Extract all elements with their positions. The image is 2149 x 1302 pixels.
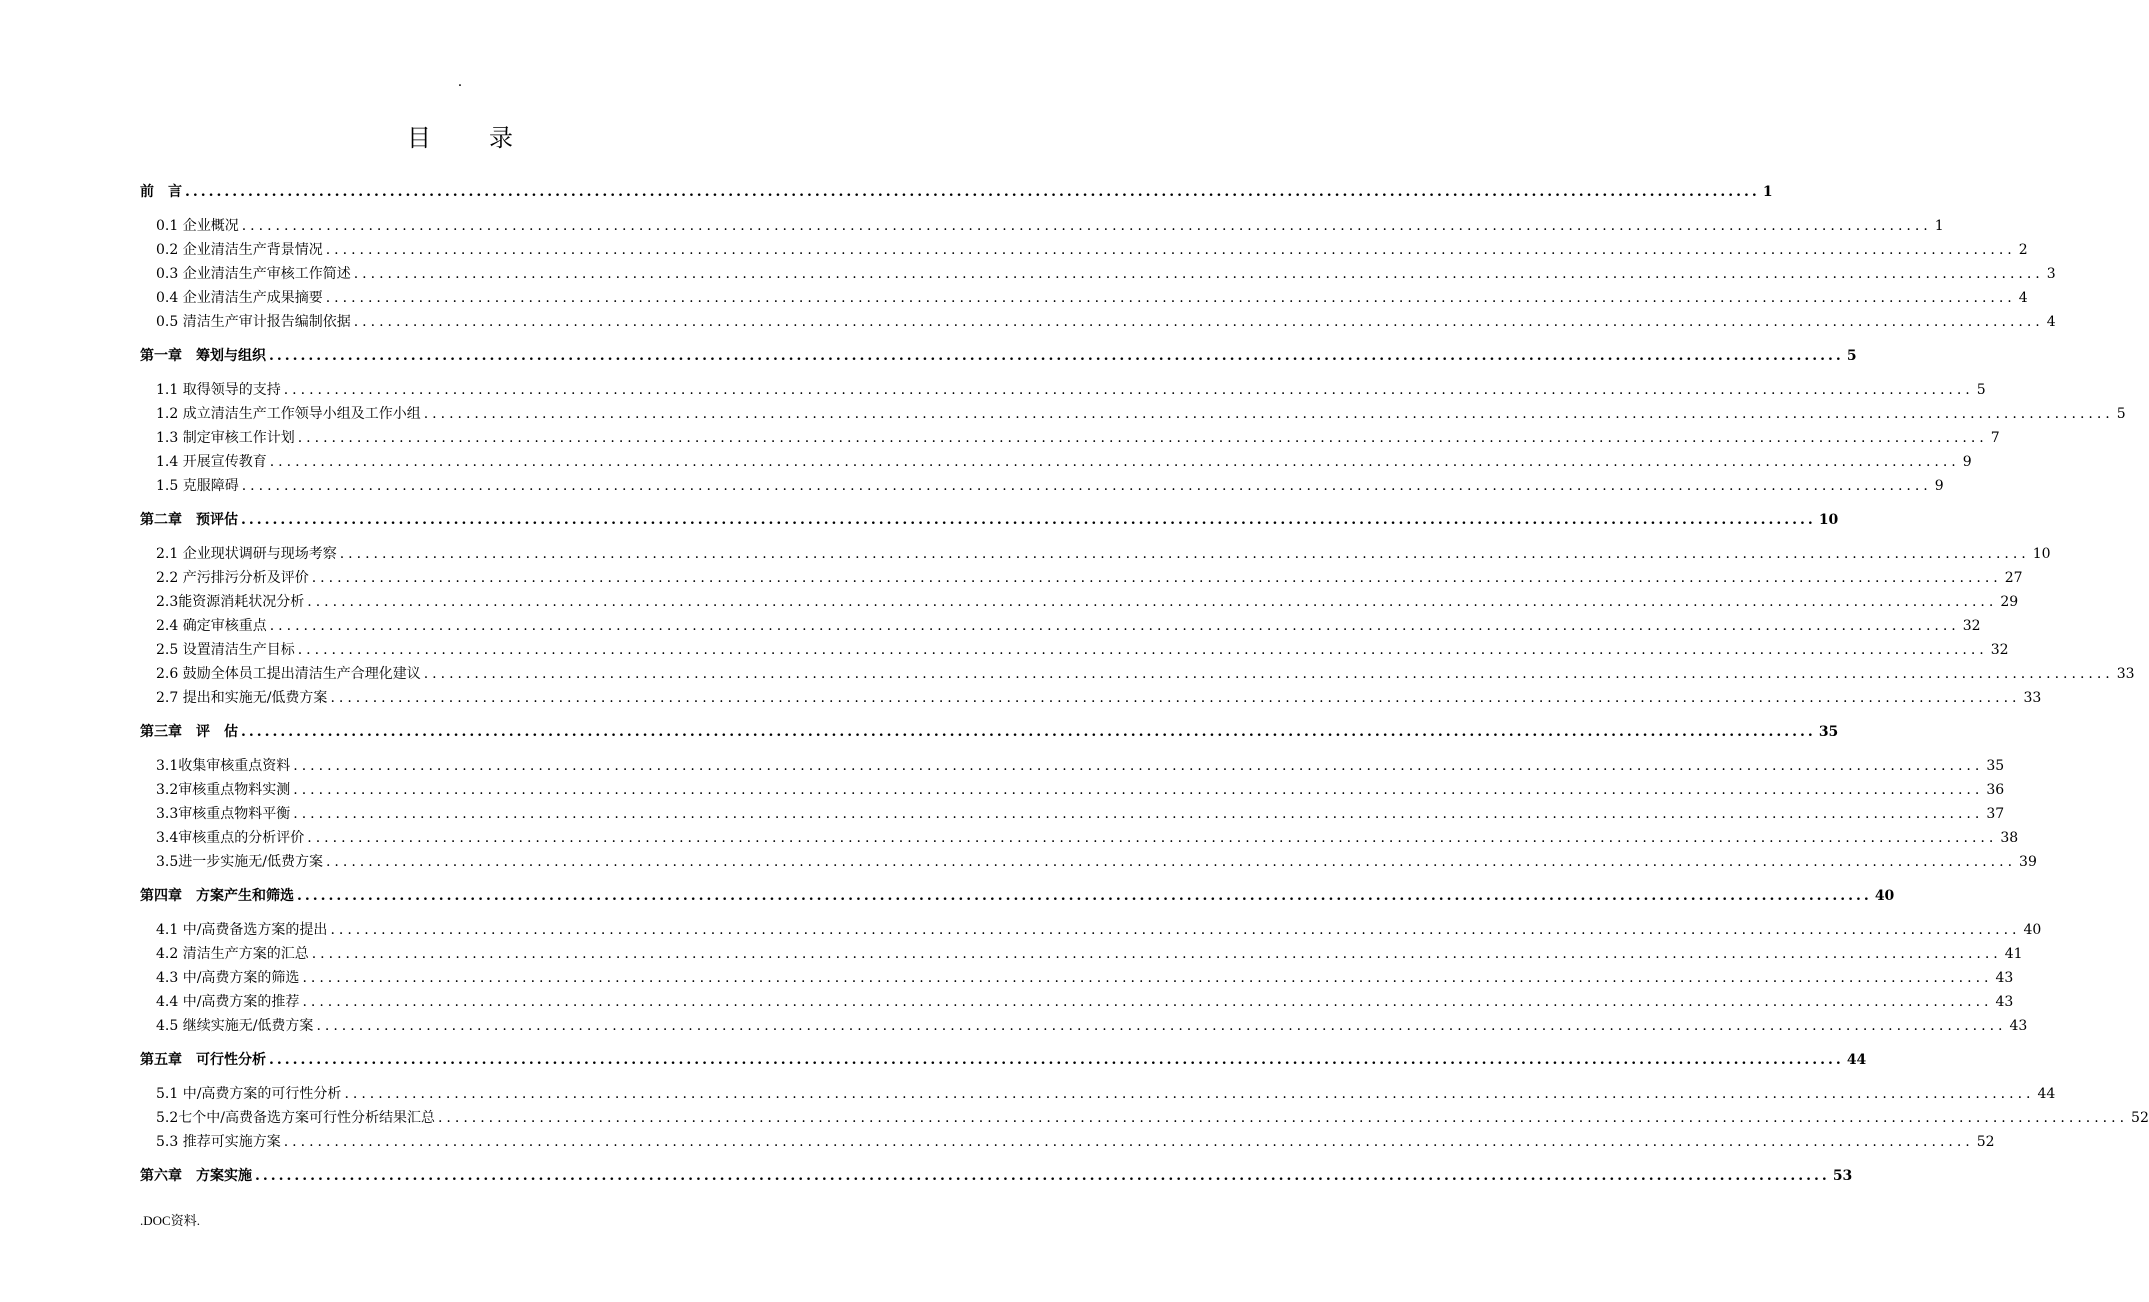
toc-entry-label: 3.2审核重点物料实测 xyxy=(156,782,291,798)
toc-leader-dots: ........................................................................................................................................................................................................ xyxy=(283,382,1974,398)
toc-leader-dots: ........................................................................................................................................................................................................ xyxy=(283,1134,1974,1150)
toc-section-entry[interactable] xyxy=(140,663,2135,687)
toc-entry-page: 5 xyxy=(1976,382,1986,398)
toc-entry-page: 5 xyxy=(2116,406,2126,422)
toc-entry-label: 2.3能资源消耗状况分析 xyxy=(156,594,305,610)
toc-entry-page: 53 xyxy=(1832,1168,1853,1184)
toc-entry-page: 33 xyxy=(2116,666,2135,682)
toc-leader-dots: ........................................................................................................................................................................................................ xyxy=(293,758,1984,774)
toc-entry-label: 第五章 可行性分析 xyxy=(140,1052,266,1068)
toc-chapter-entry[interactable] xyxy=(140,721,1839,745)
toc-entry-label: 1.1 取得领导的支持 xyxy=(156,382,281,398)
toc-entry-label: 4.4 中/高费方案的推荐 xyxy=(156,994,300,1010)
toc-entry-label: 5.2七个中/高费备选方案可行性分析结果汇总 xyxy=(156,1110,435,1126)
toc-entry-page: 32 xyxy=(1990,642,2009,658)
toc-entry-label: 0.5 清洁生产审计报告编制依据 xyxy=(156,314,351,330)
toc-section-entry[interactable] xyxy=(140,1083,2056,1107)
toc-entry-page: 37 xyxy=(1986,806,2005,822)
toc-section-entry[interactable] xyxy=(140,991,2014,1015)
toc-section-entry[interactable] xyxy=(140,851,2037,875)
page-title xyxy=(0,118,920,153)
toc-chapter-entry[interactable] xyxy=(140,1049,1867,1073)
toc-section-entry[interactable] xyxy=(140,311,2056,335)
toc-leader-dots: ........................................................................................................................................................................................................ xyxy=(325,290,2016,306)
toc-section-entry[interactable] xyxy=(140,543,2051,567)
toc-leader-dots: ........................................................................................................................................................................................................ xyxy=(311,570,2002,586)
toc-chapter-entry[interactable] xyxy=(140,509,1839,533)
toc-entry-label: 4.2 清洁生产方案的汇总 xyxy=(156,946,309,962)
toc-section-entry[interactable] xyxy=(140,403,2126,427)
toc-chapter-entry[interactable] xyxy=(140,345,1857,369)
toc-section-entry[interactable] xyxy=(140,287,2028,311)
toc-leader-dots: ........................................................................................................................................................................................................ xyxy=(241,512,1816,528)
toc-entry-label: 前 言 xyxy=(140,184,182,200)
toc-section-entry[interactable] xyxy=(140,427,2000,451)
title-char-1: 目 xyxy=(407,124,431,152)
toc-entry-page: 43 xyxy=(1995,994,2014,1010)
toc-entry-label: 2.7 提出和实施无/低费方案 xyxy=(156,690,328,706)
toc-entry-label: 3.3审核重点物料平衡 xyxy=(156,806,291,822)
toc-entry-label: 5.1 中/高费方案的可行性分析 xyxy=(156,1086,342,1102)
toc-leader-dots: ........................................................................................................................................................................................................ xyxy=(330,690,2021,706)
toc-entry-label: 4.1 中/高费备选方案的提出 xyxy=(156,922,328,938)
toc-section-entry[interactable] xyxy=(140,919,2042,943)
toc-leader-dots: ........................................................................................................................................................................................................ xyxy=(344,1086,2035,1102)
toc-entry-label: 第一章 筹划与组织 xyxy=(140,348,266,364)
toc-entry-page: 39 xyxy=(2019,854,2037,870)
toc-entry-label: 4.3 中/高费方案的筛选 xyxy=(156,970,300,986)
toc-chapter-entry[interactable] xyxy=(140,885,1895,909)
toc-entry-label: 3.4审核重点的分析评价 xyxy=(156,830,305,846)
toc-entry-label: 1.3 制定审核工作计划 xyxy=(156,430,295,446)
toc-entry-page: 35 xyxy=(1818,724,1839,740)
toc-section-entry[interactable] xyxy=(140,475,1944,499)
toc-section-entry[interactable] xyxy=(140,943,2023,967)
toc-entry-label: 2.1 企业现状调研与现场考察 xyxy=(156,546,337,562)
toc-entry-page: 9 xyxy=(1934,478,1944,494)
toc-entry-page: 52 xyxy=(2131,1110,2149,1126)
toc-leader-dots: ........................................................................................................................................................................................................ xyxy=(185,184,1760,200)
toc-entry-label: 2.4 确定审核重点 xyxy=(156,618,267,634)
toc-leader-dots: ........................................................................................................................................................................................................ xyxy=(330,922,2021,938)
toc-leader-dots: ........................................................................................................................................................................................................ xyxy=(269,348,1844,364)
toc-entry-page: 32 xyxy=(1962,618,1981,634)
toc-entry-label: 0.2 企业清洁生产背景情况 xyxy=(156,242,323,258)
toc-leader-dots: ........................................................................................................................................................................................................ xyxy=(311,946,2002,962)
toc-leader-dots: ........................................................................................................................................................................................................ xyxy=(297,888,1872,904)
toc-section-entry[interactable] xyxy=(140,803,2005,827)
title-char-2: 录 xyxy=(489,124,513,152)
toc-entry-label: 0.3 企业清洁生产审核工作简述 xyxy=(156,266,351,282)
toc-entry-label: 1.2 成立清洁生产工作领导小组及工作小组 xyxy=(156,406,421,422)
toc-entry-label: 4.5 继续实施无/低费方案 xyxy=(156,1018,314,1034)
toc-section-entry[interactable] xyxy=(140,1107,2149,1131)
toc-entry-page: 29 xyxy=(2000,594,2019,610)
toc-entry-page: 3 xyxy=(2046,266,2056,282)
toc-leader-dots: ........................................................................................................................................................................................................ xyxy=(302,970,1993,986)
toc-section-entry[interactable] xyxy=(140,379,1986,403)
toc-leader-dots: ........................................................................................................................................................................................................ xyxy=(423,406,2114,422)
toc-leader-dots: ........................................................................................................................................................................................................ xyxy=(241,478,1932,494)
toc-leader-dots: ........................................................................................................................................................................................................ xyxy=(269,454,1960,470)
toc-entry-label: 0.1 企业概况 xyxy=(156,218,239,234)
toc-entry-label: 2.2 产污排污分析及评价 xyxy=(156,570,309,586)
toc-section-entry[interactable] xyxy=(140,215,1944,239)
toc-leader-dots: ........................................................................................................................................................................................................ xyxy=(325,242,2016,258)
toc-entry-page: 27 xyxy=(2004,570,2023,586)
toc-section-entry[interactable] xyxy=(140,827,2019,851)
toc-entry-page: 40 xyxy=(2023,922,2042,938)
toc-entry-page: 10 xyxy=(1818,512,1839,528)
toc-entry-label: 1.4 开展宣传教育 xyxy=(156,454,267,470)
toc-section-entry[interactable] xyxy=(140,451,1972,475)
toc-section-entry[interactable] xyxy=(140,687,2042,711)
toc-entry-label: 第三章 评 估 xyxy=(140,724,238,740)
toc-entry-label: 第四章 方案产生和筛选 xyxy=(140,888,294,904)
toc-entry-page: 44 xyxy=(1846,1052,1867,1068)
toc-entry-page: 4 xyxy=(2046,314,2056,330)
toc-leader-dots: ........................................................................................................................................................................................................ xyxy=(353,314,2044,330)
toc-section-entry[interactable] xyxy=(140,1015,2028,1039)
toc-entry-page: 38 xyxy=(2000,830,2019,846)
toc-chapter-entry[interactable] xyxy=(140,1165,1853,1189)
toc-entry-page: 10 xyxy=(2032,546,2051,562)
toc-entry-page: 41 xyxy=(2004,946,2023,962)
toc-leader-dots: ........................................................................................................................................................................................................ xyxy=(255,1168,1830,1184)
toc-entry-label: 3.5进一步实施无/低费方案 xyxy=(156,854,323,870)
toc-entry-label: 1.5 克服障碍 xyxy=(156,478,239,494)
toc-entry-page: 43 xyxy=(1995,970,2014,986)
toc-leader-dots: ........................................................................................................................................................................................................ xyxy=(293,782,1984,798)
toc-leader-dots: ........................................................................................................................................................................................................ xyxy=(297,642,1988,658)
toc-section-entry[interactable] xyxy=(140,567,2023,591)
toc-leader-dots: ........................................................................................................................................................................................................ xyxy=(307,594,1998,610)
toc-entry-page: 9 xyxy=(1962,454,1972,470)
header-mark: . xyxy=(457,74,463,90)
toc-section-entry[interactable] xyxy=(140,615,1981,639)
toc-leader-dots: ........................................................................................................................................................................................................ xyxy=(302,994,1993,1010)
toc-entry-page: 52 xyxy=(1976,1134,1995,1150)
toc-leader-dots: ........................................................................................................................................................................................................ xyxy=(325,854,2017,870)
toc-section-entry[interactable] xyxy=(140,779,2005,803)
toc-entry-page: 5 xyxy=(1846,348,1857,364)
toc-section-entry[interactable] xyxy=(140,639,2009,663)
toc-entry-page: 33 xyxy=(2023,690,2042,706)
toc-leader-dots: ........................................................................................................................................................................................................ xyxy=(269,1052,1844,1068)
toc-entry-page: 40 xyxy=(1874,888,1895,904)
toc-entry-page: 7 xyxy=(1990,430,2000,446)
toc-entry-page: 36 xyxy=(1986,782,2005,798)
toc-leader-dots: ........................................................................................................................................................................................................ xyxy=(269,618,1960,634)
toc-leader-dots: ........................................................................................................................................................................................................ xyxy=(241,218,1932,234)
toc-entry-label: 第六章 方案实施 xyxy=(140,1168,252,1184)
toc-leader-dots: ........................................................................................................................................................................................................ xyxy=(297,430,1988,446)
toc-leader-dots: ........................................................................................................................................................................................................ xyxy=(423,666,2114,682)
toc-leader-dots: ........................................................................................................................................................................................................ xyxy=(339,546,2030,562)
toc-entry-page: 43 xyxy=(2009,1018,2028,1034)
toc-section-entry[interactable] xyxy=(140,591,2019,615)
toc-entry-label: 5.3 推荐可实施方案 xyxy=(156,1134,281,1150)
toc-leader-dots: ........................................................................................................................................................................................................ xyxy=(316,1018,2007,1034)
toc-leader-dots: ........................................................................................................................................................................................................ xyxy=(353,266,2044,282)
toc-section-entry[interactable] xyxy=(140,239,2028,263)
footer-note: .DOC资料. xyxy=(140,1213,200,1228)
toc-entry-label: 2.6 鼓励全体员工提出清洁生产合理化建议 xyxy=(156,666,421,682)
toc-entry-page: 1 xyxy=(1934,218,1944,234)
toc-entry-label: 3.1收集审核重点资料 xyxy=(156,758,291,774)
toc-entry-label: 第二章 预评估 xyxy=(140,512,238,528)
toc-leader-dots: ........................................................................................................................................................................................................ xyxy=(437,1110,2129,1126)
toc-section-entry[interactable] xyxy=(140,755,2005,779)
toc-leader-dots: ........................................................................................................................................................................................................ xyxy=(241,724,1816,740)
toc-entry-page: 35 xyxy=(1986,758,2005,774)
toc-entry-page: 4 xyxy=(2018,290,2028,306)
toc-leader-dots: ........................................................................................................................................................................................................ xyxy=(293,806,1984,822)
toc-entry-label: 2.5 设置清洁生产目标 xyxy=(156,642,295,658)
toc-entry-page: 44 xyxy=(2037,1086,2056,1102)
toc-entry-page: 2 xyxy=(2018,242,2028,258)
toc-section-entry[interactable] xyxy=(140,967,2014,991)
toc-leader-dots: ........................................................................................................................................................................................................ xyxy=(307,830,1998,846)
toc-section-entry[interactable] xyxy=(140,1131,1995,1155)
toc-section-entry[interactable] xyxy=(140,263,2056,287)
toc-entry-page: 1 xyxy=(1762,184,1773,200)
toc-chapter-entry[interactable] xyxy=(140,181,1773,205)
toc-entry-label: 0.4 企业清洁生产成果摘要 xyxy=(156,290,323,306)
